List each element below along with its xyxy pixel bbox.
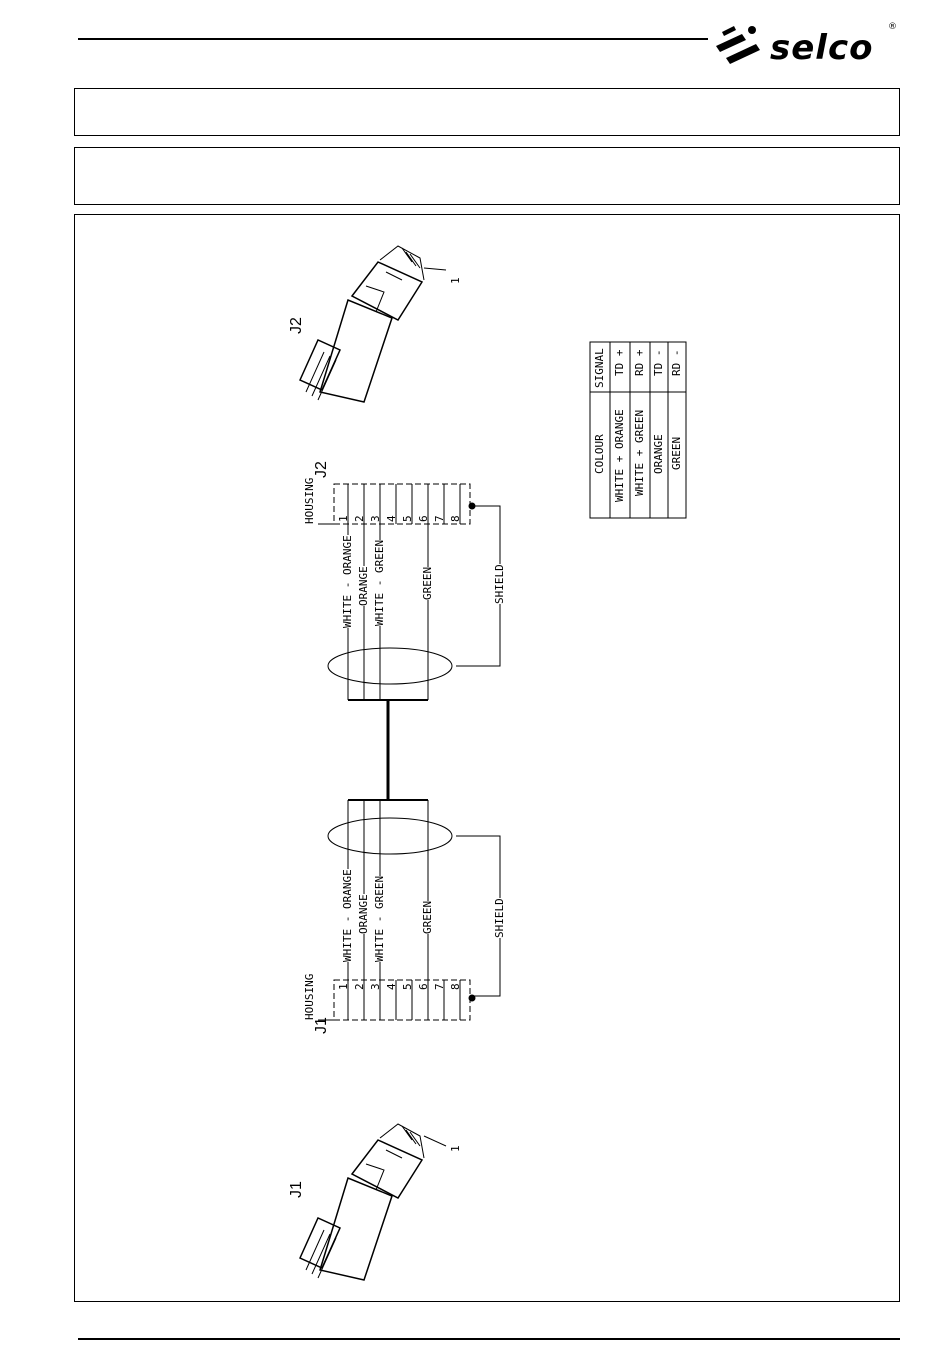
- j1-wire-orange: ORANGE: [357, 894, 370, 934]
- j2-shield-label: SHIELD: [493, 564, 506, 604]
- j2-wire-white-green: WHITE - GREEN: [373, 539, 386, 626]
- legend-row-3-colour: ORANGE: [652, 434, 665, 474]
- j2-callout-1: 1: [449, 277, 462, 284]
- j1-pin-6: 6: [417, 983, 430, 990]
- j2-pin-4: 4: [385, 515, 398, 522]
- j1-wire-white-green: WHITE - GREEN: [373, 875, 386, 962]
- legend-header-signal: SIGNAL: [593, 348, 606, 388]
- footer-rule: [78, 1338, 900, 1340]
- title-box: [74, 88, 900, 136]
- j2-pin-5: 5: [401, 515, 414, 522]
- j1-pin-8: 8: [449, 983, 462, 990]
- j2-wire-orange: ORANGE: [357, 566, 370, 606]
- j1-pin-2: 2: [353, 983, 366, 990]
- legend-row-4-colour: GREEN: [670, 436, 683, 470]
- legend-header-colour: COLOUR: [593, 434, 606, 474]
- j1-housing-label: HOUSING: [303, 973, 316, 1020]
- j2-pin-7: 7: [433, 515, 446, 522]
- legend-row-2-colour: WHITE + GREEN: [633, 409, 646, 496]
- j2-pin-2: 2: [353, 515, 366, 522]
- j1-shield-label: SHIELD: [493, 898, 506, 938]
- j1-wire-white-orange: WHITE - ORANGE: [341, 869, 354, 962]
- header-rule: [78, 38, 708, 40]
- connector-j1-label: J1: [288, 1181, 305, 1198]
- diagram-frame: [74, 214, 900, 1302]
- j1-pin-5: 5: [401, 983, 414, 990]
- connector-j2-label: J2: [288, 317, 305, 334]
- j1-wire-green: GREEN: [421, 900, 434, 934]
- registered-mark: ®: [888, 22, 897, 32]
- legend-row-3-signal: TD -: [652, 349, 665, 376]
- j2-pin-6: 6: [417, 515, 430, 522]
- j2-block-label: J2: [313, 461, 330, 478]
- j1-block-label: J1: [313, 1017, 330, 1034]
- brand-logo: [712, 22, 902, 70]
- legend-row-1-colour: WHITE + ORANGE: [613, 409, 626, 502]
- legend-row-2-signal: RD +: [633, 349, 646, 376]
- j2-pin-1: 1: [337, 515, 350, 522]
- j2-wire-green: GREEN: [421, 566, 434, 600]
- brand-name: selco: [770, 28, 874, 68]
- j2-wire-white-orange: WHITE - ORANGE: [341, 535, 354, 628]
- j1-callout-1: 1: [449, 1145, 462, 1152]
- legend-row-4-signal: RD -: [670, 349, 683, 376]
- j1-pin-3: 3: [369, 983, 382, 990]
- j2-housing-label: HOUSING: [303, 477, 316, 524]
- j1-pin-7: 7: [433, 983, 446, 990]
- j1-pin-4: 4: [385, 983, 398, 990]
- j2-pin-3: 3: [369, 515, 382, 522]
- j1-pin-1: 1: [337, 983, 350, 990]
- selco-swoosh-icon: [712, 22, 772, 70]
- j2-pin-8: 8: [449, 515, 462, 522]
- legend-row-1-signal: TD +: [613, 349, 626, 376]
- subtitle-box: [74, 147, 900, 205]
